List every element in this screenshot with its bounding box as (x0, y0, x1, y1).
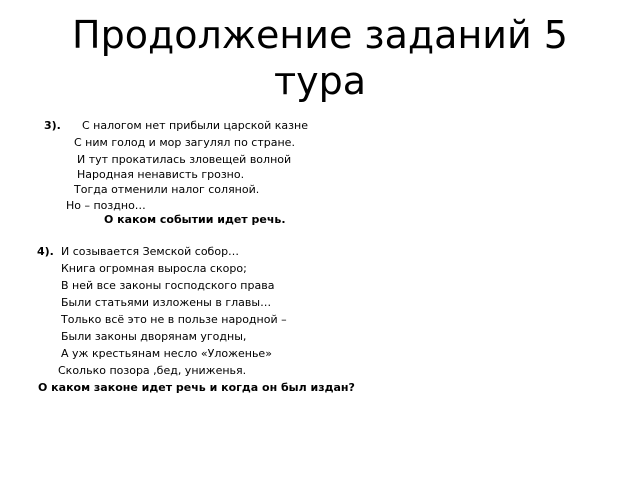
task4-line-1 (37, 245, 239, 259)
task3-verse-line: Народная ненависть грозно. (77, 168, 245, 181)
task4-verse-line: В ней все законы господского права (61, 279, 275, 292)
task3-verse-line: С ним голод и мор загулял по стране. (74, 136, 295, 149)
task3-line-1 (44, 119, 308, 133)
task3-verse-line: И тут прокатилась зловещей волной (77, 153, 292, 166)
slide-title-line-2: тура (273, 59, 367, 103)
slide-title-line-1: Продолжение заданий 5 (72, 13, 568, 57)
task3-number: 3). (44, 119, 61, 132)
task4-verse-line: Были статьями изложены в главы… (61, 296, 272, 309)
task3-verse-line: Тогда отменили налог соляной. (74, 183, 260, 196)
task4-question: О каком законе идет речь и когда он был издан? (38, 381, 355, 394)
task4-verse-line: Были законы дворянам угодны, (61, 330, 247, 343)
task4-verse-line: А уж крестьянам несло «Уложенье» (61, 347, 272, 360)
task4-verse-line: Книга огромная выросла скоро; (61, 262, 247, 275)
task4-number: 4). (37, 245, 54, 258)
task3-verse-line: Но – поздно… (66, 199, 146, 212)
task3-verse-line: С налогом нет прибыли царской казне (82, 119, 308, 132)
slide-title (0, 12, 640, 104)
task4-verse-line: Только всё это не в пользе народной – (61, 313, 287, 326)
task4-verse-line: И созывается Земской собор… (61, 245, 240, 258)
task3-question: О каком событии идет речь. (104, 213, 286, 226)
task4-verse-line: Сколько позора ,бед, униженья. (58, 364, 247, 377)
